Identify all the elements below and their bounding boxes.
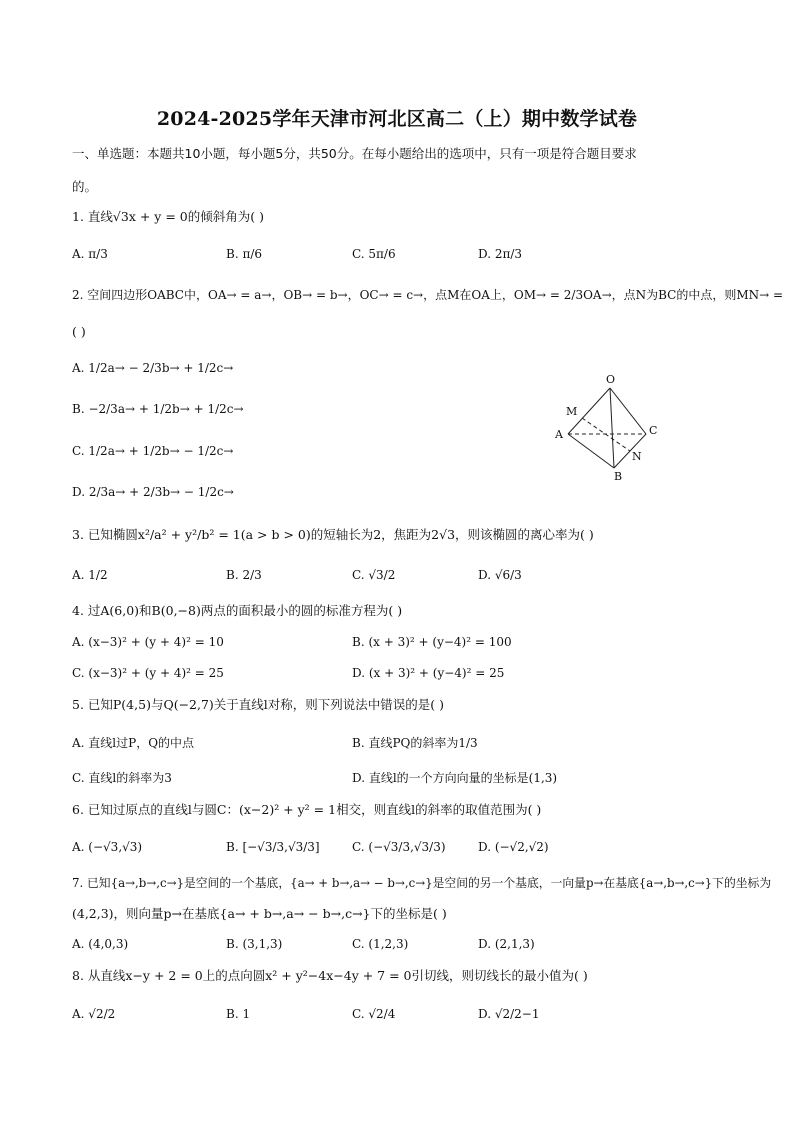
question-1-stem: 1. 直线√3x + y = 0的倾斜角为( ) <box>72 209 264 224</box>
question-7-option-c: C. (1,2,3) <box>352 937 409 951</box>
question-5-option-a: A. 直线l过P，Q的中点 <box>72 736 195 750</box>
question-6-option-c: C. (−√3/3,√3/3) <box>352 840 446 854</box>
question-7-option-b: B. (3,1,3) <box>226 937 283 951</box>
question-7-stem-cont: (4,2,3)，则向量p→在基底{a→ + b→,a→ − b→,c→}下的坐标是( ) <box>72 906 447 921</box>
question-5-stem: 5. 已知P(4,5)与Q(−2,7)关于直线l对称，则下列说法中错误的是( ) <box>72 697 445 712</box>
question-6-option-d: D. (−√2,√2) <box>478 840 549 854</box>
question-5-option-d: D. 直线l的一个方向向量的坐标是(1,3) <box>352 771 558 785</box>
question-4-option-d: D. (x + 3)² + (y−4)² = 25 <box>352 666 505 680</box>
question-2-option-c: C. 1/2a→ + 1/2b→ − 1/2c→ <box>72 444 234 458</box>
question-8-option-a: A. √2/2 <box>72 1007 116 1021</box>
edge-ab <box>568 434 614 468</box>
question-3-option-d: D. √6/3 <box>478 568 522 582</box>
question-8-option-d: D. √2/2−1 <box>478 1007 540 1021</box>
question-3-option-c: C. √3/2 <box>352 568 396 582</box>
question-8-stem: 8. 从直线x−y + 2 = 0上的点向圆x² + y²−4x−4y + 7 = 0引切线，则切线长的最小值为( ) <box>72 968 588 983</box>
question-7-option-d: D. (2,1,3) <box>478 937 535 951</box>
question-3-option-b: B. 2/3 <box>226 568 262 582</box>
question-5-option-c: C. 直线l的斜率为3 <box>72 771 172 785</box>
question-2-option-b: B. −2/3a→ + 1/2b→ + 1/2c→ <box>72 402 244 416</box>
question-2-option-d: D. 2/3a→ + 2/3b→ − 1/2c→ <box>72 485 234 499</box>
question-4-option-b: B. (x + 3)² + (y−4)² = 100 <box>352 635 512 649</box>
edge-oc <box>610 388 646 434</box>
question-1-option-d: D. 2π/3 <box>478 247 523 261</box>
question-7-option-a: A. (4,0,3) <box>72 937 129 951</box>
question-7-stem: 7. 已知{a→,b→,c→}是空间的一个基底，{a→ + b→,a→ − b→,c→}是空间的另一个基底，一向量p→在基底{a→,b→,c→}下的坐标为 <box>72 876 772 890</box>
label-a: A <box>555 428 563 441</box>
edge-ob <box>610 388 614 468</box>
question-6-stem: 6. 已知过原点的直线l与圆C：(x−2)² + y² = 1相交，则直线l的斜率的取值范围为( ) <box>72 802 542 817</box>
exam-title: 2024-2025学年天津市河北区高二（上）期中数学试卷 <box>156 108 638 130</box>
label-c: C <box>649 424 658 437</box>
label-o: O <box>606 373 616 386</box>
section-heading-cont: 的。 <box>72 179 98 194</box>
question-1-option-b: B. π/6 <box>226 247 263 261</box>
question-6-option-b: B. [−√3/3,√3/3] <box>226 840 320 854</box>
section-heading: 一、单选题：本题共10小题，每小题5分，共50分。在每小题给出的选项中，只有一项是符合题目要求 <box>72 146 637 161</box>
question-5-option-b: B. 直线PQ的斜率为1/3 <box>352 736 478 750</box>
question-8-option-b: B. 1 <box>226 1007 251 1021</box>
question-4-option-a: A. (x−3)² + (y + 4)² = 10 <box>72 635 224 649</box>
question-6-option-a: A. (−√3,√3) <box>72 840 143 854</box>
question-1-option-c: C. 5π/6 <box>352 247 396 261</box>
question-8-option-c: C. √2/4 <box>352 1007 396 1021</box>
tetrahedron-diagram <box>548 370 668 486</box>
question-2-option-a: A. 1/2a→ − 2/3b→ + 1/2c→ <box>72 361 234 375</box>
label-m: M <box>566 405 578 418</box>
label-b: B <box>614 470 623 483</box>
question-2-stem-cont: ( ) <box>72 324 86 339</box>
question-4-option-c: C. (x−3)² + (y + 4)² = 25 <box>72 666 224 680</box>
question-3-stem: 3. 已知椭圆x²/a² + y²/b² = 1(a > b > 0)的短轴长为2，焦距为2√3，则该椭圆的离心率为( ) <box>72 527 594 542</box>
label-n: N <box>632 450 642 463</box>
question-1-option-a: A. π/3 <box>72 247 108 261</box>
question-4-stem: 4. 过A(6,0)和B(0,−8)两点的面积最小的圆的标准方程为( ) <box>72 603 403 618</box>
question-2-stem: 2. 空间四边形OABC中，OA→ = a→，OB→ = b→，OC→ = c→，点M在OA上，OM→ = 2/3OA→，点N为BC的中点，则MN→ = <box>72 288 784 302</box>
question-3-option-a: A. 1/2 <box>72 568 108 582</box>
